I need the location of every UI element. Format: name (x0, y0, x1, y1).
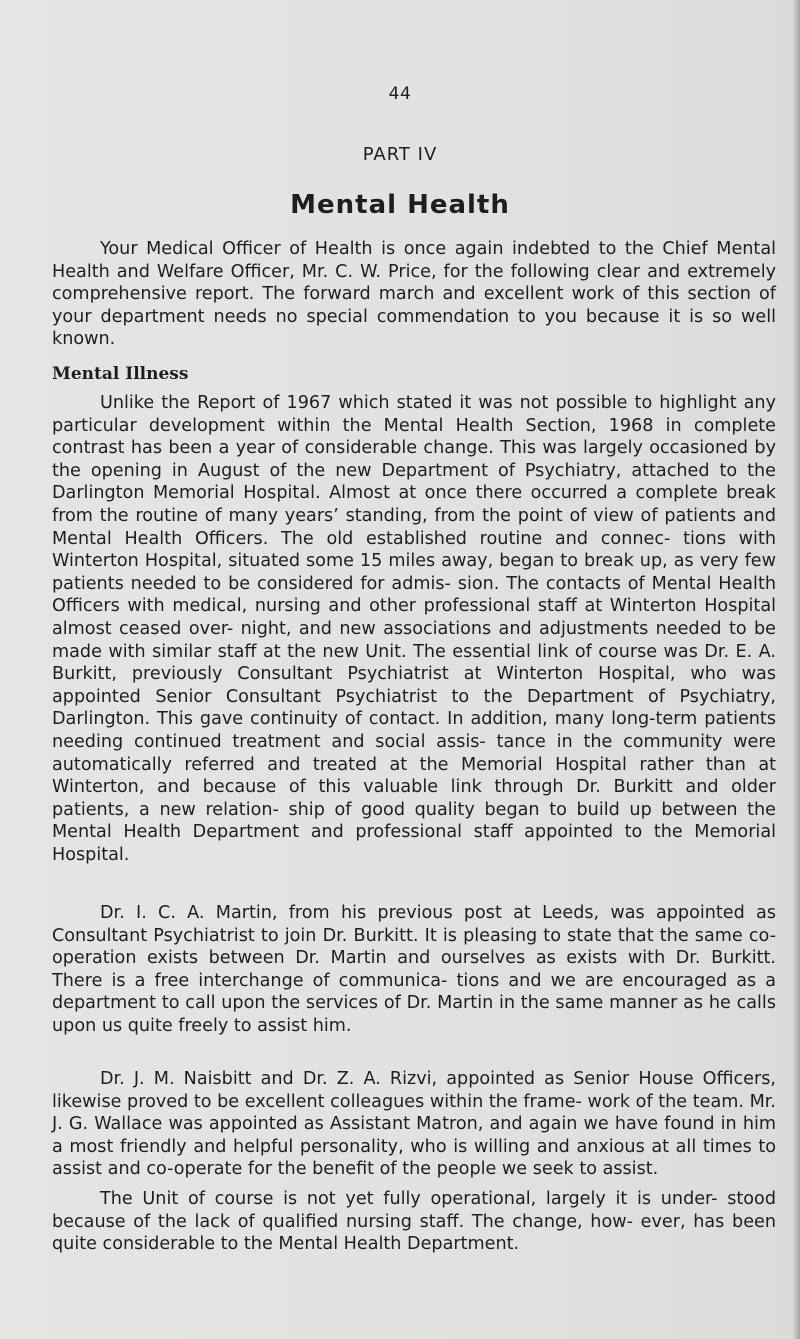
page-title: Mental Health (290, 190, 510, 220)
page-number: 44 (388, 84, 412, 104)
paragraph-2: Dr. I. C. A. Martin, from his previous post at Leeds, was appointed as Consultant Psychiatrist to join Dr. Burkitt. It is pleasing to state that the same co-operation exists between Dr. Martin and ourselves as exists with Dr. Burkitt. There is a free interchange of communica- tions and we are encouraged as a department to call upon the services of Dr. Martin in the same manner as he calls upon us quite freely to assist him. (52, 903, 776, 1036)
page-edge-shadow (792, 0, 800, 1339)
paragraph-4: The Unit of course is not yet fully operational, largely it is under- stood because of the lack of qualified nursing staff. The change, how- ever, has been quite considerable to the Mental Health Department. (52, 1189, 776, 1255)
intro-paragraph: Your Medical Officer of Health is once again indebted to the Chief Mental Health and Welfare Officer, Mr. C. W. Price, for the following clear and extremely comprehensive report. The forward march and excellent work of this section of your department needs no special commendation to you because it is so well known. (52, 239, 776, 350)
section-heading: Mental Illness (52, 364, 189, 384)
part-heading: PART IV (362, 144, 438, 165)
paragraph-3: Dr. J. M. Naisbitt and Dr. Z. A. Rizvi, appointed as Senior House Officers, likewise proved to be excellent colleagues within the frame- work of the team. Mr. J. G. Wallace was appointed as Assistant Matron, and again we have found in him a most friendly and helpful personality, who is willing and anxious at all times to assist and co-operate for the benefit of the people we seek to assist. (52, 1069, 776, 1180)
paragraph-1: Unlike the Report of 1967 which stated it was not possible to highlight any particular development within the Mental Health Section, 1968 in complete contrast has been a year of considerable change. This was largely occasioned by the opening in August of the new Department of Psychiatry, attached to the Darlington Memorial Hospital. Almost at once there occurred a complete break from the routine of many years’ standing, from the point of view of patients and Mental Health Officers. The old established routine and connec- tions with Winterton Hospital, situated some 15 miles away, began to break up, as very few patients needed to be considered for admis- sion. The contacts of Mental Health Officers with medical, nursing and other professional staff at Winterton Hospital almost ceased over- night, and new associations and adjustments needed to be made with similar staff at the new Unit. The essential link of course was Dr. E. A. Burkitt, previously Consultant Psychiatrist at Winterton Hospital, who was appointed Senior Consultant Psychiatrist to the Department of Psychiatry, Darlington. This gave continuity of contact. In addition, many long-term patients needing continued treatment and social assis- tance in the community were automatically referred and treated at the Memorial Hospital rather than at Winterton, and because of this valuable link through Dr. Burkitt and older patients, a new relation- ship of good quality began to build up between the Mental Health Department and professional staff appointed to the Memorial Hospital. (52, 393, 776, 865)
